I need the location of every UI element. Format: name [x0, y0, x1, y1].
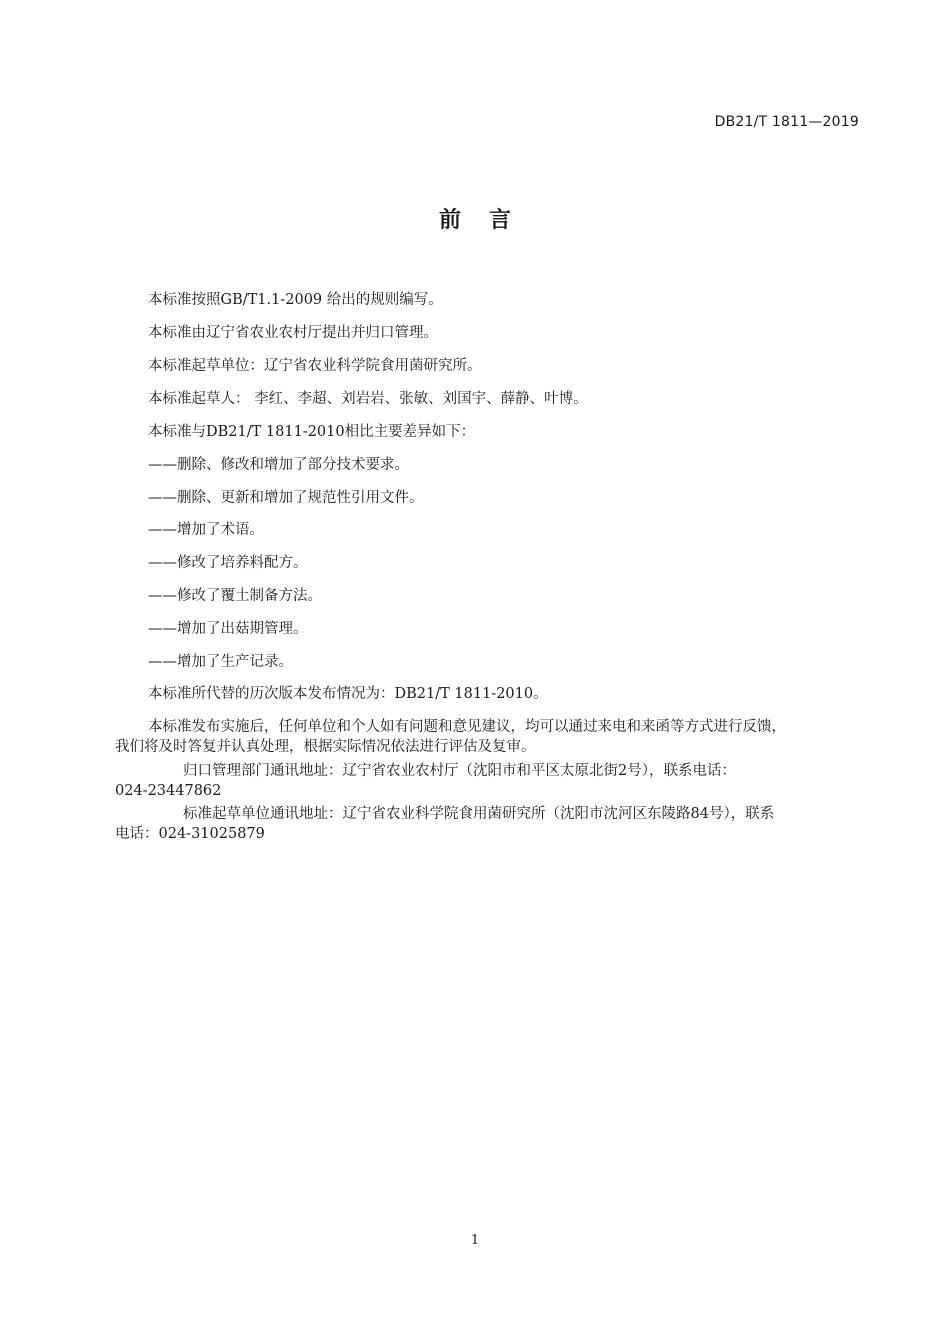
drafter-contact-line: 标准起草单位通讯地址：辽宁省农业科学院食用菌研究所（沈阳市沈河区东陵路84号），联系 [183, 806, 775, 822]
feedback-line: 本标准发布实施后，任何单位和个人如有问题和意见建议，均可以通过来电和来函等方式进行反馈， [148, 719, 786, 735]
paragraph-drafting-unit: 本标准起草单位：辽宁省农业科学院食用菌研究所。 [148, 358, 482, 374]
paragraph-admin-contact [115, 761, 860, 801]
feedback-line: 我们将及时答复并认真处理，根据实际情况依法进行评估及复审。 [115, 739, 536, 755]
list-item-difference: ——增加了出菇期管理。 [148, 621, 308, 637]
admin-contact-phone: 024-23447862 [115, 783, 222, 799]
list-item-difference: ——增加了术语。 [148, 522, 264, 538]
paragraph-previous-versions: 本标准所代替的历次版本发布情况为：DB21/T 1811-2010。 [148, 686, 548, 702]
paragraph-feedback [115, 717, 860, 757]
admin-contact-line: 归口管理部门通讯地址：辽宁省农业农村厅（沈阳市和平区太原北街2号），联系电话： [183, 763, 736, 779]
list-item-difference: ——修改了覆土制备方法。 [148, 588, 322, 604]
paragraph-proposer: 本标准由辽宁省农业农村厅提出并归口管理。 [148, 325, 438, 341]
drafter-contact-phone: 电话：024-31025879 [115, 826, 265, 842]
page-title: 前言 [438, 208, 539, 233]
paragraph-drafters: 本标准起草人： 李红、李超、刘岩岩、张敏、刘国宇、薛静、叶博。 [148, 391, 588, 407]
list-item-difference: ——删除、修改和增加了部分技术要求。 [148, 457, 409, 473]
paragraph-rule-basis: 本标准按照GB/T1.1-2009 给出的规则编写。 [148, 292, 443, 308]
paragraph-differences-intro: 本标准与DB21/T 1811-2010相比主要差异如下： [148, 424, 476, 440]
paragraph-drafter-contact [115, 804, 860, 844]
list-item-difference: ——删除、更新和增加了规范性引用文件。 [148, 490, 424, 506]
list-item-difference: ——修改了培养料配方。 [148, 555, 308, 571]
page-number: 1 [470, 1233, 480, 1248]
list-item-difference: ——增加了生产记录。 [148, 654, 293, 670]
standard-code: DB21/T 1811—2019 [714, 114, 859, 130]
